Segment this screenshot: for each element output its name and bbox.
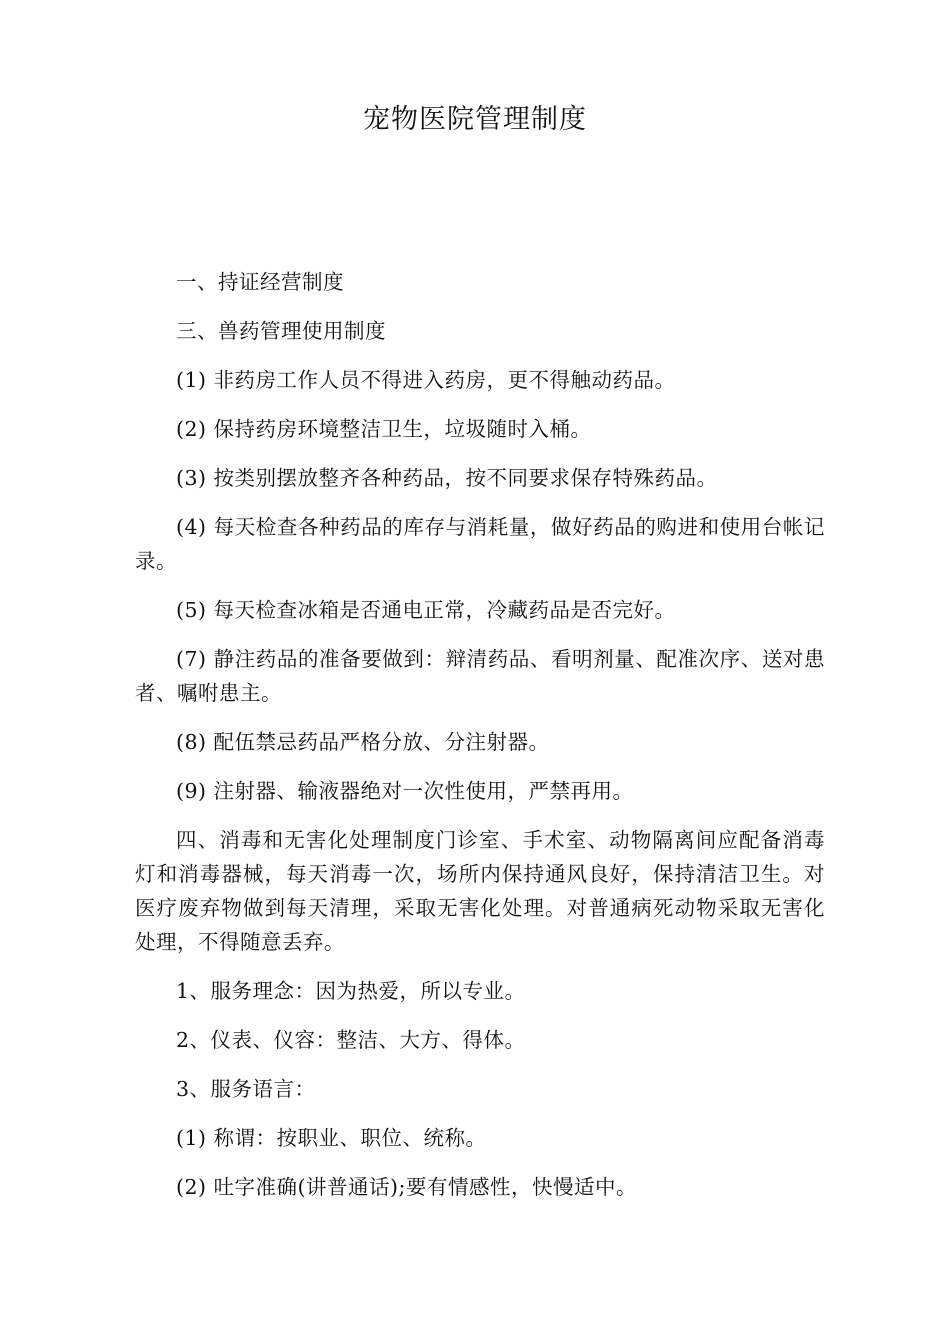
document-body xyxy=(135,265,825,1219)
paragraph-section-4: 四、消毒和无害化处理制度门诊室、手术室、动物隔离间应配备消毒灯和消毒器械，每天消毒一次，场所内保持通风良好，保持清洁卫生。对医疗废弃物做到每天清理，采取无害化处理。对普通病死动物采取无害化处理，不得随意丢弃。 xyxy=(135,828,825,954)
paragraph-item: (1) 称谓：按职业、职位、统称。 xyxy=(176,1126,487,1150)
paragraph-item: (2) 保持药房环境整洁卫生，垃圾随时入桶。 xyxy=(176,417,592,441)
paragraph-service-language: 3、服务语言： xyxy=(176,1077,316,1101)
paragraph-item: (7) 静注药品的准备要做到：辩清药品、看明剂量、配准次序、送对患者、嘱咐患主。 xyxy=(135,647,825,705)
paragraph-section-3: 三、兽药管理使用制度 xyxy=(176,319,386,343)
paragraph-item: (4) 每天检查各种药品的库存与消耗量，做好药品的购进和使用台帐记录。 xyxy=(135,515,825,573)
paragraph-section-1: 一、持证经营制度 xyxy=(176,270,344,294)
paragraph-item: (9) 注射器、输液器绝对一次性使用，严禁再用。 xyxy=(176,779,634,803)
paragraph-service-concept: 1、服务理念：因为热爱，所以专业。 xyxy=(176,979,526,1003)
paragraph-item: (5) 每天检查冰箱是否通电正常，冷藏药品是否完好。 xyxy=(176,598,676,622)
paragraph-appearance: 2、仪表、仪容：整洁、大方、得体。 xyxy=(176,1028,526,1052)
paragraph-item: (1) 非药房工作人员不得进入药房，更不得触动药品。 xyxy=(176,368,676,392)
paragraph-item: (8) 配伍禁忌药品严格分放、分注射器。 xyxy=(176,730,550,754)
document-title: 宠物医院管理制度 xyxy=(363,104,587,135)
paragraph-item: (3) 按类别摆放整齐各种药品，按不同要求保存特殊药品。 xyxy=(176,466,718,490)
paragraph-item: (2) 吐字准确(讲普通话);要有情感性，快慢适中。 xyxy=(176,1175,637,1199)
